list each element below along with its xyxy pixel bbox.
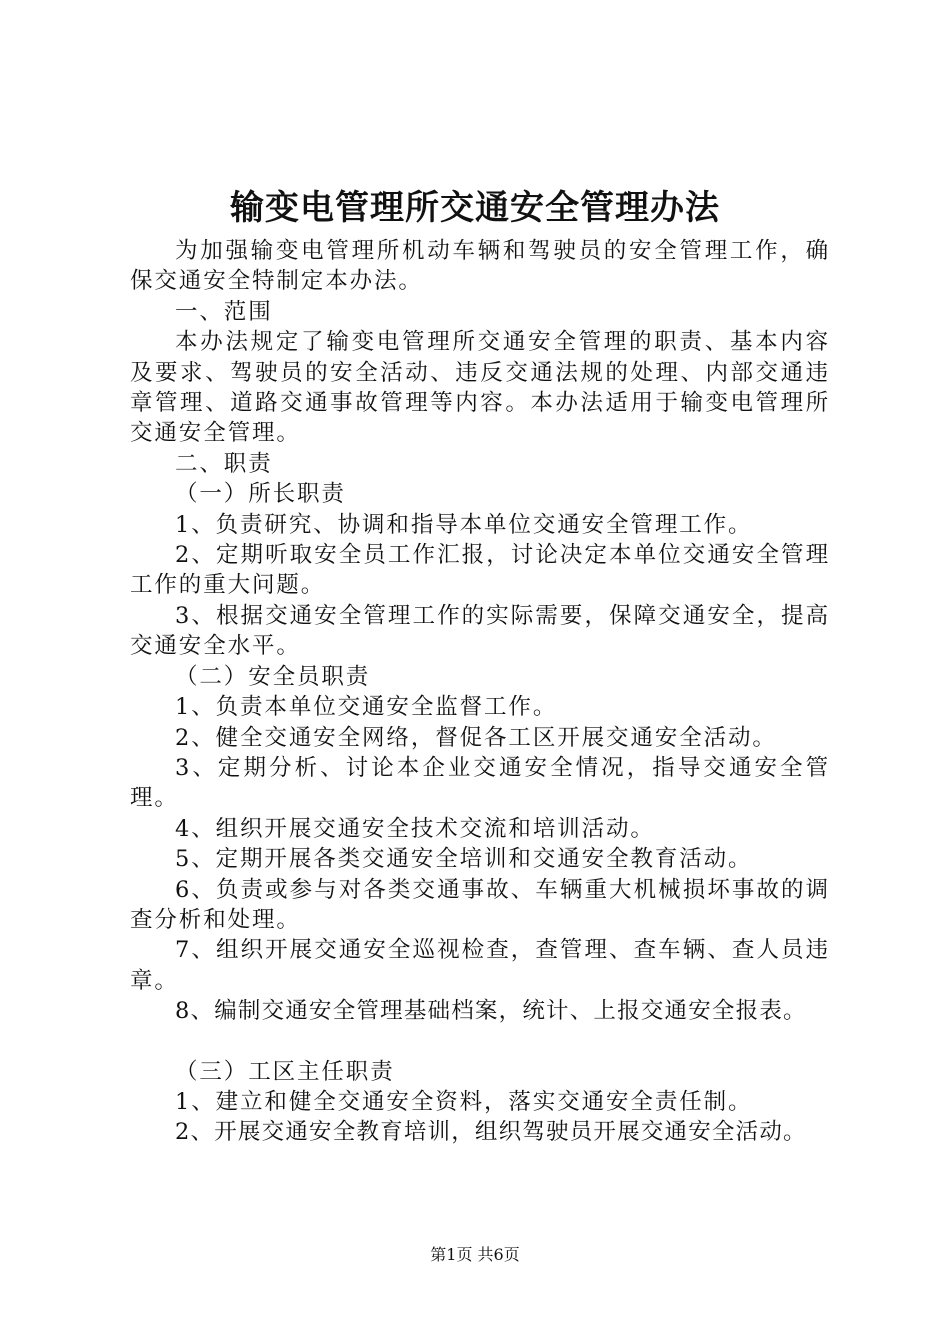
section-heading-duties: 二、职责 [175,450,273,477]
list-item-officer-3: 3、定期分析、讨论本企业交通安全情况，指导交通安全管理。 [130,754,830,812]
subsection-heading-district-head: （三）工区主任职责 [175,1058,395,1085]
subsection-heading-safety-officer: （二）安全员职责 [175,663,371,690]
list-item-officer-4: 4、组织开展交通安全技术交流和培训活动。 [175,815,655,842]
paragraph-intro: 为加强输变电管理所机动车辆和驾驶员的安全管理工作，确保交通安全特制定本办法。 [130,238,830,295]
list-item-district-1: 1、建立和健全交通安全资料，落实交通安全责任制。 [175,1088,753,1115]
list-item-director-3: 3、根据交通安全管理工作的实际需要，保障交通安全，提高交通安全水平。 [130,602,830,660]
paragraph-gap [130,1027,830,1057]
paragraph-scope: 本办法规定了输变电管理所交通安全管理的职责、基本内容及要求、驾驶员的安全活动、违反交通法规的处理、内部交通违章管理、道路交通事故管理等内容。本办法适用于输变电管理所交通安全管理。 [130,329,830,447]
list-item-officer-5: 5、定期开展各类交通安全培训和交通安全教育活动。 [175,846,753,873]
document-title: 输变电管理所交通安全管理办法 [230,188,720,228]
list-item-officer-8: 8、编制交通安全管理基础档案，统计、上报交通安全报表。 [175,998,807,1025]
list-item-officer-6: 6、负责或参与对各类交通事故、车辆重大机械损坏事故的调查分析和处理。 [130,876,830,933]
list-item-officer-1: 1、负责本单位交通安全监督工作。 [175,694,558,721]
section-heading-scope: 一、范围 [175,298,273,325]
page-footer: 第1页 共6页 [430,1245,520,1264]
list-item-district-2: 2、开展交通安全教育培训，组织驾驶员开展交通安全活动。 [175,1119,807,1146]
list-item-director-1: 1、负责研究、协调和指导本单位交通安全管理工作。 [175,511,753,538]
document-body [130,236,830,1148]
list-item-director-2: 2、定期听取安全员工作汇报，讨论决定本单位交通安全管理工作的重大问题。 [130,542,830,599]
list-item-officer-2: 2、健全交通安全网络，督促各工区开展交通安全活动。 [175,724,777,751]
subsection-heading-director: （一）所长职责 [175,481,346,508]
list-item-officer-7: 7、组织开展交通安全巡视检查，查管理、查车辆、查人员违章。 [130,937,830,994]
